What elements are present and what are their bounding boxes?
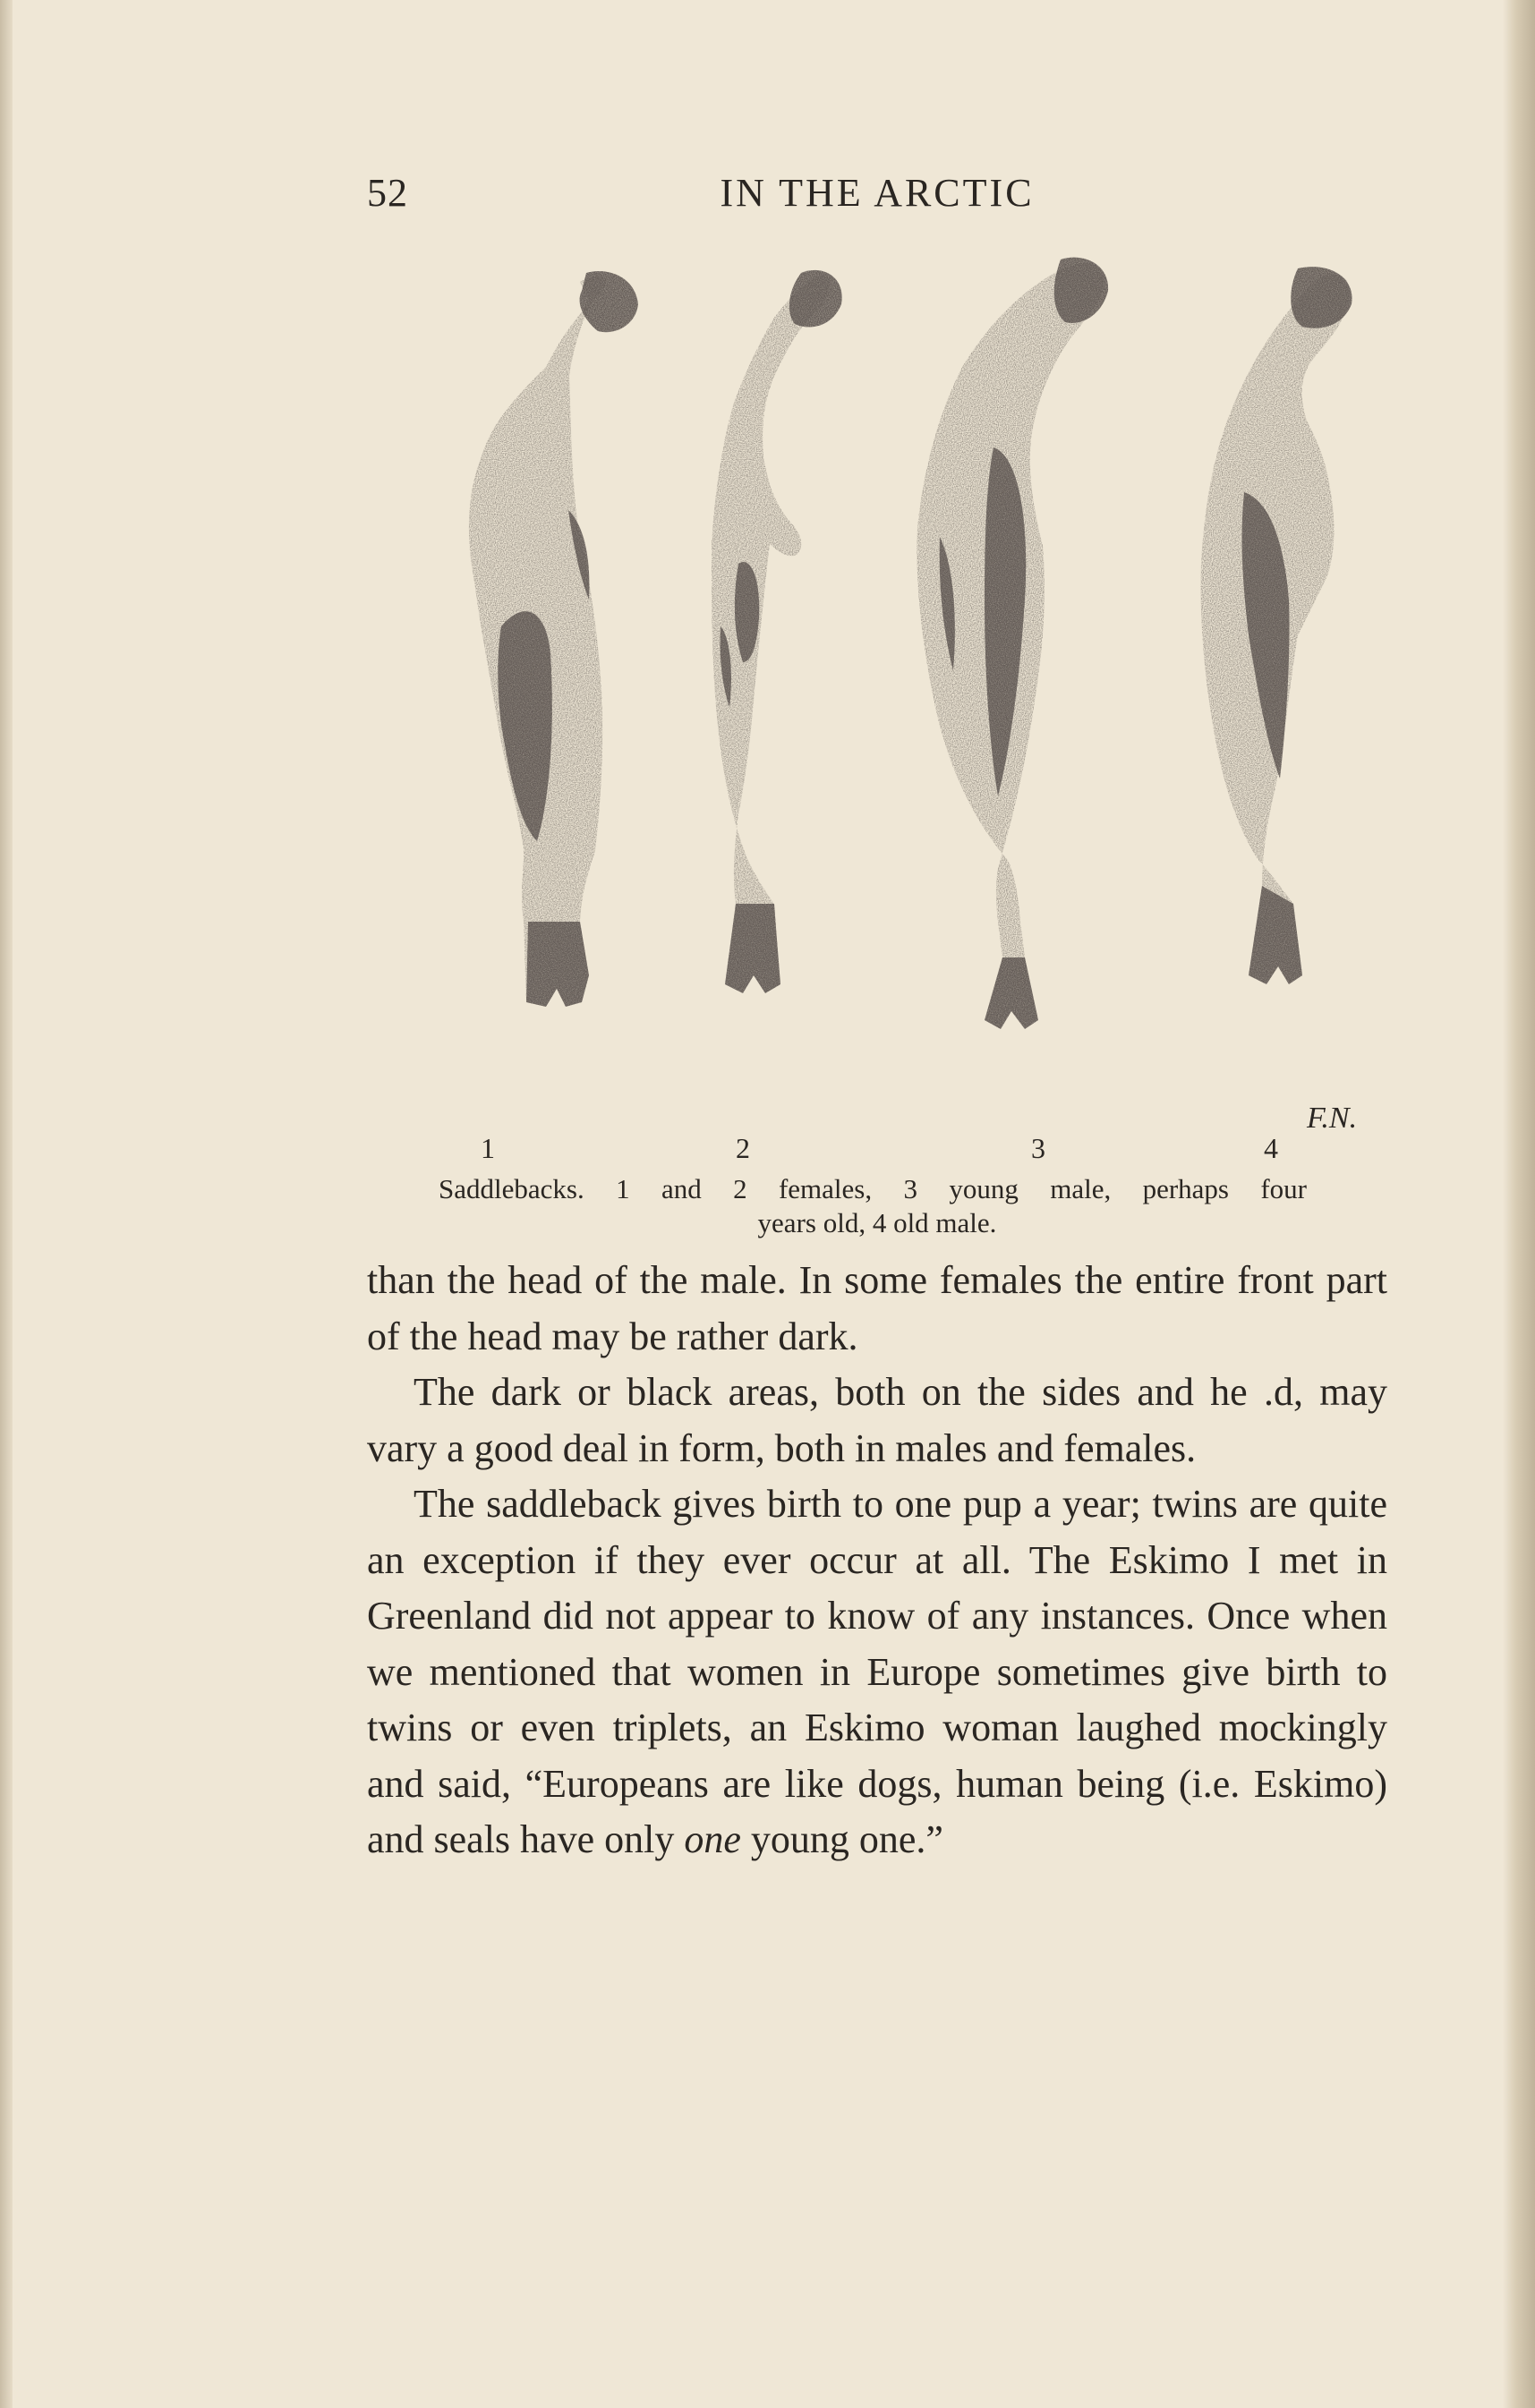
paragraph-3 xyxy=(367,1476,1387,1868)
body-text xyxy=(367,1253,1387,1868)
seal-number-2: 2 xyxy=(736,1132,750,1164)
seal-illustration-figure xyxy=(367,242,1396,1164)
seal-3-young-male xyxy=(917,258,1108,1029)
seal-1-female xyxy=(469,271,638,1007)
seal-number-3: 3 xyxy=(1031,1132,1045,1164)
figure-caption xyxy=(367,1172,1387,1240)
saddleback-seals-drawing xyxy=(367,242,1396,1136)
page-left-edge xyxy=(0,0,13,2408)
caption-line-2: years old, 4 old male. xyxy=(757,1207,997,1238)
paragraph-3-end: young one.” xyxy=(740,1817,943,1861)
running-head xyxy=(367,170,1387,224)
paragraph-1: than the head of the male. In some females the entire front part of the head may be rather dark. xyxy=(367,1258,1387,1358)
caption-line-1: Saddlebacks. 1 and 2 females, 3 young male, perhaps four xyxy=(439,1173,1307,1204)
seal-4-old-male xyxy=(1201,267,1352,984)
artist-initials: F.N. xyxy=(1307,1102,1358,1135)
paragraph-3-emphasis: one xyxy=(684,1817,741,1861)
paragraph-3-text: The saddleback gives birth to one pup a year; twins are quite an exception if they ever occur at all. The Eskimo I met in Greenland did not appear to know of any instances. Once when we mentioned that women in Europe sometimes give birth to twins or even triplets, an Eskimo woman laughed mockingly and said, “Europeans are like dogs, human being (i.e. Eskimo) and seals have only xyxy=(367,1482,1387,1861)
seal-number-1: 1 xyxy=(481,1132,495,1164)
page-binding-shadow xyxy=(1503,0,1535,2408)
seal-2-female xyxy=(712,270,842,993)
seal-number-4: 4 xyxy=(1264,1132,1278,1164)
paragraph-2: The dark or black areas, both on the sides and he .d, may vary a good deal in form, both in males and females. xyxy=(367,1370,1387,1470)
running-title: IN THE ARCTIC xyxy=(720,171,1035,215)
page-number: 52 xyxy=(367,171,408,215)
